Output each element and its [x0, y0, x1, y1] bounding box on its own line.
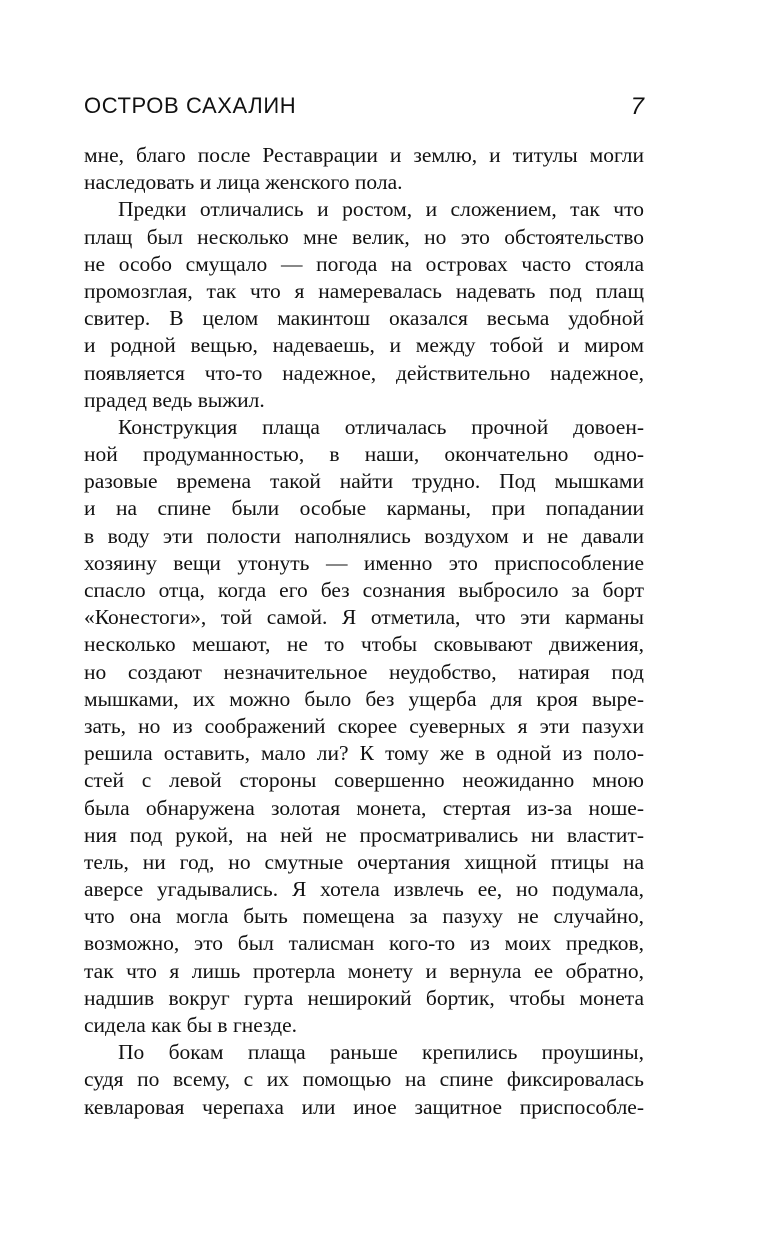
text-line: ной продуманностью, в наши, окончательно одно- [84, 442, 644, 467]
text-line: в воду эти полости наполнялись воздухом и не давали [84, 523, 644, 548]
text-line: была обнаружена золотая монета, стертая из-за ноше- [84, 795, 644, 820]
text-line: По бокам плаща раньше крепились проушины, [118, 1040, 644, 1065]
text-line: несколько мешают, не то чтобы сковывают движения, [84, 632, 644, 657]
text-line: надшив вокруг гурта неширокий бортик, чтобы монета [84, 985, 644, 1010]
text-line: плащ был несколько мне велик, но это обстоятельство [84, 224, 644, 249]
text-line: Конструкция плаща отличалась прочной довоен- [118, 414, 644, 439]
text-line: прадед ведь выжил. [84, 387, 265, 412]
text-line: появляется что-то надежное, действительно надежное, [84, 360, 644, 385]
page-number: 7 [630, 93, 644, 120]
text-line: свитер. В целом макинтош оказался весьма удобной [84, 306, 644, 331]
text-line: мышками, их можно было без ущерба для кроя выре- [84, 686, 644, 711]
text-line: промозглая, так что я намеревалась надевать под плащ [84, 278, 644, 303]
text-line: судя по всему, с их помощью на спине фиксировалась [84, 1067, 644, 1092]
text-line: Предки отличались и ростом, и сложением, так что [118, 197, 644, 222]
text-line: не особо смущало — погода на островах часто стояла [84, 251, 644, 276]
body-text [84, 142, 644, 1121]
text-line: так что я лишь протерла монету и вернула ее обратно, [84, 958, 644, 983]
text-line: что она могла быть помещена за пазуху не случайно, [84, 904, 644, 929]
text-line: сидела как бы в гнезде. [84, 1013, 298, 1037]
running-head-title: ОСТРОВ САХАЛИН [84, 93, 297, 118]
text-line: разовые времена такой найти трудно. Под мышками [84, 469, 644, 494]
text-line: возможно, это был талисман кого-то из моих предков, [84, 931, 644, 956]
text-line: «Конестоги», той самой. Я отметила, что эти карманы [84, 605, 644, 630]
text-line: тель, ни год, но смутные очертания хищной птицы на [84, 849, 644, 874]
text-line: и родной вещью, надеваешь, и между тобой и миром [84, 333, 644, 358]
text-line: но создают незначительное неудобство, натирая под [84, 659, 644, 684]
text-line: аверсе угадывались. Я хотела извлечь ее, но подумала, [84, 877, 644, 902]
text-line: и на спине были особые карманы, при попадании [84, 496, 644, 521]
running-head [84, 93, 644, 123]
text-line: хозяину вещи утонуть — именно это приспособление [84, 550, 644, 575]
text-line: кевларовая черепаха или иное защитное приспособле- [84, 1094, 644, 1119]
text-line: стей с левой стороны совершенно неожиданно мною [84, 768, 644, 793]
text-line: решила оставить, мало ли? К тому же в одной из поло- [84, 741, 644, 766]
text-line: мне, благо после Реставрации и землю, и титулы могли [84, 143, 644, 167]
text-line: спасло отца, когда его без сознания выбросило за борт [84, 578, 644, 602]
text-line: ния под рукой, на ней не просматривались ни властит- [84, 822, 644, 847]
text-line: зать, но из соображений скорее суеверных я эти пазухи [84, 713, 644, 738]
text-line: наследовать и лица женского пола. [84, 170, 403, 195]
